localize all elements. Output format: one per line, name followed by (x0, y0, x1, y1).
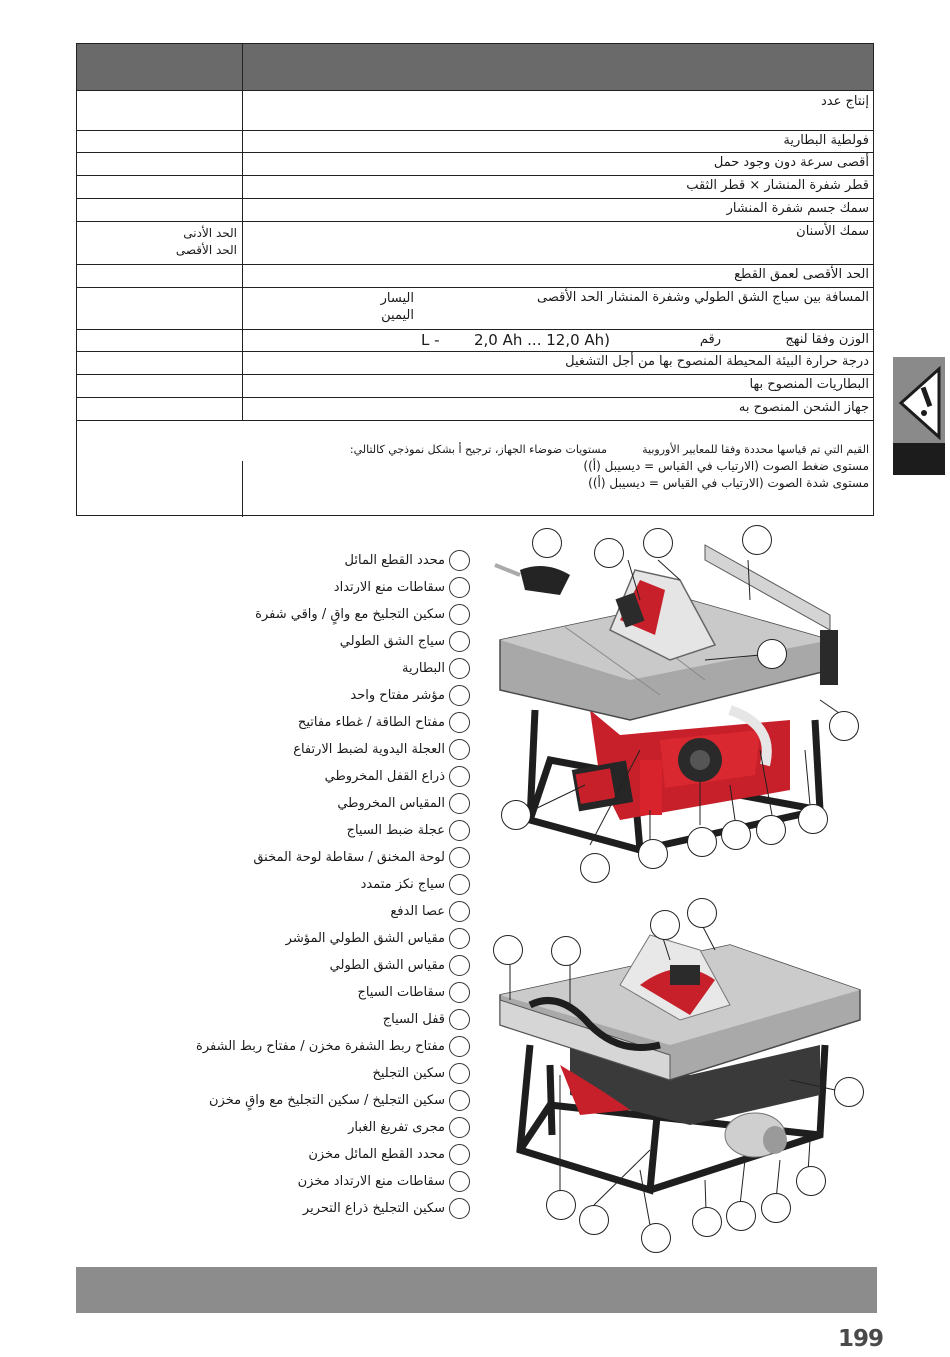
table-row (77, 176, 873, 199)
legend-item (255, 603, 470, 625)
legend-label: سقاطات منع الارتداد (333, 579, 445, 595)
callout-circle (579, 1205, 609, 1235)
number-circle (449, 685, 470, 706)
legend-item (334, 576, 470, 598)
callout-circle (834, 1077, 864, 1107)
callout-circle (721, 820, 751, 850)
callout-circle (742, 525, 772, 555)
legend-item (330, 954, 470, 976)
legend-label: العجلة اليدوية لضبط الارتفاع (293, 741, 445, 757)
legend-label: مقياس الشق الطولي (329, 957, 445, 973)
legend-label: سكين التجليخ مع واقٍ / واقي شفرة (255, 606, 445, 622)
legend-label: محدد القطع المائل (344, 552, 445, 568)
min-max-label: الحد الأدنى الحد الأقصى (175, 226, 237, 257)
legend-label: سقاطات السياج (357, 984, 445, 1000)
row-label: المسافة بين سياج الشق الطولي وشفرة المنشار الحد الأقصى (537, 290, 869, 305)
callout-circle (829, 711, 859, 741)
legend-label: قفل السياج (382, 1011, 445, 1027)
row-label: قطر شفرة المنشار × قطر الثقب (686, 178, 869, 193)
row-label: الحد الأقصى لعمق القطع (734, 267, 869, 282)
table-row (77, 330, 873, 352)
sound-pressure-level: مستوى ضغط الصوت (الارتياب في القياس = ديسيبل (أ)) (583, 459, 869, 473)
battery-type: L - (421, 331, 440, 349)
legend-item (347, 819, 470, 841)
legend-label: مفتاح الطاقة / غطاء مفاتيح (297, 714, 445, 730)
callout-circle (692, 1207, 722, 1237)
callout-circle (643, 528, 673, 558)
specifications-table (76, 43, 874, 516)
legend-label: عجلة ضبط السياج (346, 822, 445, 838)
number-circle (449, 577, 470, 598)
legend-label: سقاطات منع الارتداد مخزن (297, 1173, 445, 1189)
legend-label: لوحة المخنق / سقاطة لوحة المخنق (253, 849, 445, 865)
legend-label: سياج الشق الطولي (339, 633, 445, 649)
callout-circle (546, 1190, 576, 1220)
legend-item (253, 846, 470, 868)
legend-item (383, 1008, 470, 1030)
number-circle (449, 739, 470, 760)
sound-power-level: مستوى شدة الصوت (الارتياب في القياس = ديسيبل (أ)) (588, 476, 869, 490)
legend-item (298, 711, 470, 733)
table-row (77, 375, 873, 398)
legend-label: ذراع القفل المخروطي (324, 768, 445, 784)
legend-label: سكين التجليخ ذراع التحرير (302, 1200, 445, 1216)
row-label: أقصى سرعة دون وجود حمل (713, 155, 869, 170)
row-label: سمك جسم شفرة المنشار (726, 201, 869, 216)
page-number: 199 (838, 1326, 884, 1352)
legend-label: مجرى تفريغ الغبار (348, 1119, 445, 1135)
callout-circle (650, 910, 680, 940)
table-saw-front-illustration (490, 520, 850, 890)
legend-item (308, 1143, 470, 1165)
footer-bar (76, 1267, 877, 1313)
warning-exclamation-icon (897, 365, 943, 441)
noise-intro: القيم التي تم قياسها محددة وفقا للمعايير الأوروبية (642, 443, 869, 456)
warning-side-tab (893, 357, 945, 475)
callout-circle (687, 898, 717, 928)
table-saw-front-drawing (490, 520, 850, 890)
legend-item (361, 873, 470, 895)
callout-circle (641, 1223, 671, 1253)
legend-item (372, 1062, 470, 1084)
table-row (77, 288, 873, 330)
number-circle (449, 712, 470, 733)
number-circle (449, 1036, 470, 1057)
number-circle (449, 1090, 470, 1111)
table-row (77, 398, 873, 421)
number-label: رقم (699, 332, 721, 347)
number-circle (449, 1171, 470, 1192)
legend-item (303, 1197, 470, 1219)
row-label: جهاز الشحن المنصوح به (738, 400, 869, 415)
table-row (77, 153, 873, 176)
legend-item (209, 1089, 470, 1111)
callout-circle (580, 853, 610, 883)
legend-item (293, 738, 470, 760)
number-circle (449, 550, 470, 571)
number-circle (449, 928, 470, 949)
callout-circle (501, 800, 531, 830)
number-circle (449, 604, 470, 625)
legend-label: مفتاح ربط الشفرة مخزن / مفتاح ربط الشفرة (196, 1038, 445, 1054)
number-circle (449, 901, 470, 922)
callout-circle (798, 804, 828, 834)
legend-label: سكين التجليخ / سكين التجليخ مع واقٍ مخزن (208, 1092, 445, 1108)
number-circle (449, 820, 470, 841)
row-label: إنتاج عدد (820, 94, 869, 109)
legend-item (348, 1116, 470, 1138)
callout-circle (532, 528, 562, 558)
table-row (77, 199, 873, 222)
legend-label: سياج نكز متمدد (360, 876, 445, 892)
table-row (77, 91, 873, 131)
row-label: درجة حرارة البيئة المحيطة المنصوح بها من أجل التشغيل (565, 354, 869, 369)
callout-circle (638, 839, 668, 869)
legend-label: مقياس الشق الطولي المؤشر (285, 930, 445, 946)
legend-label: مؤشر مفتاح واحد (350, 687, 445, 703)
legend-item (337, 792, 470, 814)
number-circle (449, 1144, 470, 1165)
table-row (77, 265, 873, 288)
number-circle (449, 874, 470, 895)
legend-item (196, 1035, 470, 1057)
noise-row (77, 421, 873, 517)
legend-item (402, 657, 470, 679)
number-circle (449, 955, 470, 976)
legend-item (298, 1170, 470, 1192)
legend-item (340, 630, 470, 652)
callout-circle (687, 827, 717, 857)
number-circle (449, 1009, 470, 1030)
callout-circle (756, 815, 786, 845)
left-side-label: اليسار (380, 291, 414, 306)
callout-circle (757, 639, 787, 669)
number-circle (449, 1117, 470, 1138)
legend-item (357, 981, 470, 1003)
number-circle (449, 793, 470, 814)
legend-item (350, 684, 470, 706)
legend-label: سكين التجليخ (372, 1065, 445, 1081)
legend-item (390, 900, 470, 922)
number-circle (449, 766, 470, 787)
callout-circle (761, 1193, 791, 1223)
legend-label: عصا الدفع (390, 903, 445, 919)
noise-intro-2: مستويات ضوضاء الجهاز، ترجيح أ بشكل نموذجي كالتالي: (349, 443, 607, 456)
number-circle (449, 631, 470, 652)
number-circle (449, 847, 470, 868)
legend-label: المقياس المخروطي (337, 795, 445, 811)
row-label: فولطية البطارية (783, 133, 869, 148)
legend-label: البطارية (402, 660, 445, 676)
callout-circle (551, 936, 581, 966)
table-row (77, 222, 873, 265)
table-saw-rear-illustration (490, 895, 865, 1255)
table-header-row (77, 44, 873, 91)
number-circle (449, 658, 470, 679)
table-row (77, 352, 873, 375)
table-row (77, 131, 873, 153)
callout-circle (493, 935, 523, 965)
battery-range: 2,0 Ah ... 12,0 Ah) (474, 331, 611, 349)
row-label: سمك الأسنان (796, 224, 869, 239)
callout-circle (726, 1201, 756, 1231)
callout-circle (796, 1166, 826, 1196)
row-label: البطاريات المنصوح بها (749, 377, 869, 392)
row-label: الوزن وفقا لنهج (785, 332, 869, 347)
legend-label: محدد القطع المائل مخزن (308, 1146, 445, 1162)
right-side-label: اليمين (381, 308, 414, 323)
number-circle (449, 1198, 470, 1219)
number-circle (449, 1063, 470, 1084)
number-circle (449, 982, 470, 1003)
legend-item (286, 927, 470, 949)
legend-item (345, 549, 470, 571)
legend-item (325, 765, 470, 787)
callout-circle (594, 538, 624, 568)
